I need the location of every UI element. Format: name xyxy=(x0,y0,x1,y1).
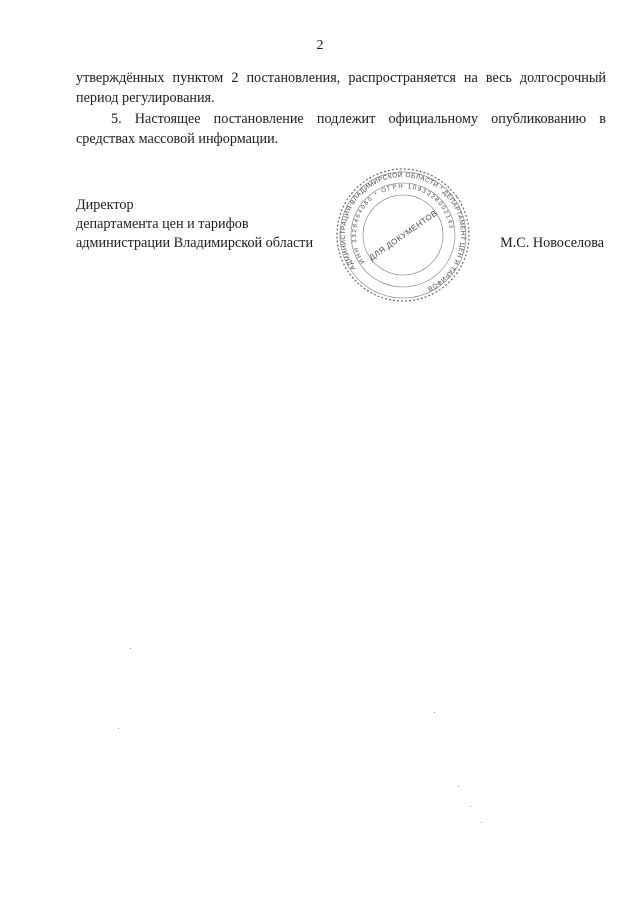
paragraph-continuation: утверждённых пунктом 2 постановления, распространяется на весь долгосрочный период регулирования. xyxy=(76,70,606,106)
scan-speck xyxy=(130,648,131,649)
signatory-position xyxy=(76,196,313,253)
page-number: 2 xyxy=(316,38,324,53)
stamp-ring-text: АДМИНИСТРАЦИЯ ВЛАДИМИРСКОЙ ОБЛАСТИ * ДЕПАРТАМЕНТ ЦЕН И ТАРИФОВ xyxy=(339,171,467,293)
signatory-title: Директор xyxy=(76,197,134,213)
scan-speck xyxy=(434,712,435,713)
scan-speck xyxy=(481,822,482,823)
scan-speck xyxy=(458,786,459,787)
scan-speck xyxy=(118,728,119,729)
signatory-administration: администрации Владимирской области xyxy=(76,235,314,251)
stamp-inn-text: ИНН 3328464080 * ОГРН 1093328002143 xyxy=(351,183,454,265)
official-stamp xyxy=(328,165,478,305)
signatory-name: М.С. Новоселова xyxy=(500,235,604,251)
scan-speck xyxy=(470,806,471,807)
signatory-department: департамента цен и тарифов xyxy=(76,216,249,232)
stamp-center-text: ДЛЯ ДОКУМЕНТОВ xyxy=(367,208,440,263)
paragraph-5: 5. Настоящее постановление подлежит официальному опубликованию в средствах массовой информации. xyxy=(76,111,606,147)
